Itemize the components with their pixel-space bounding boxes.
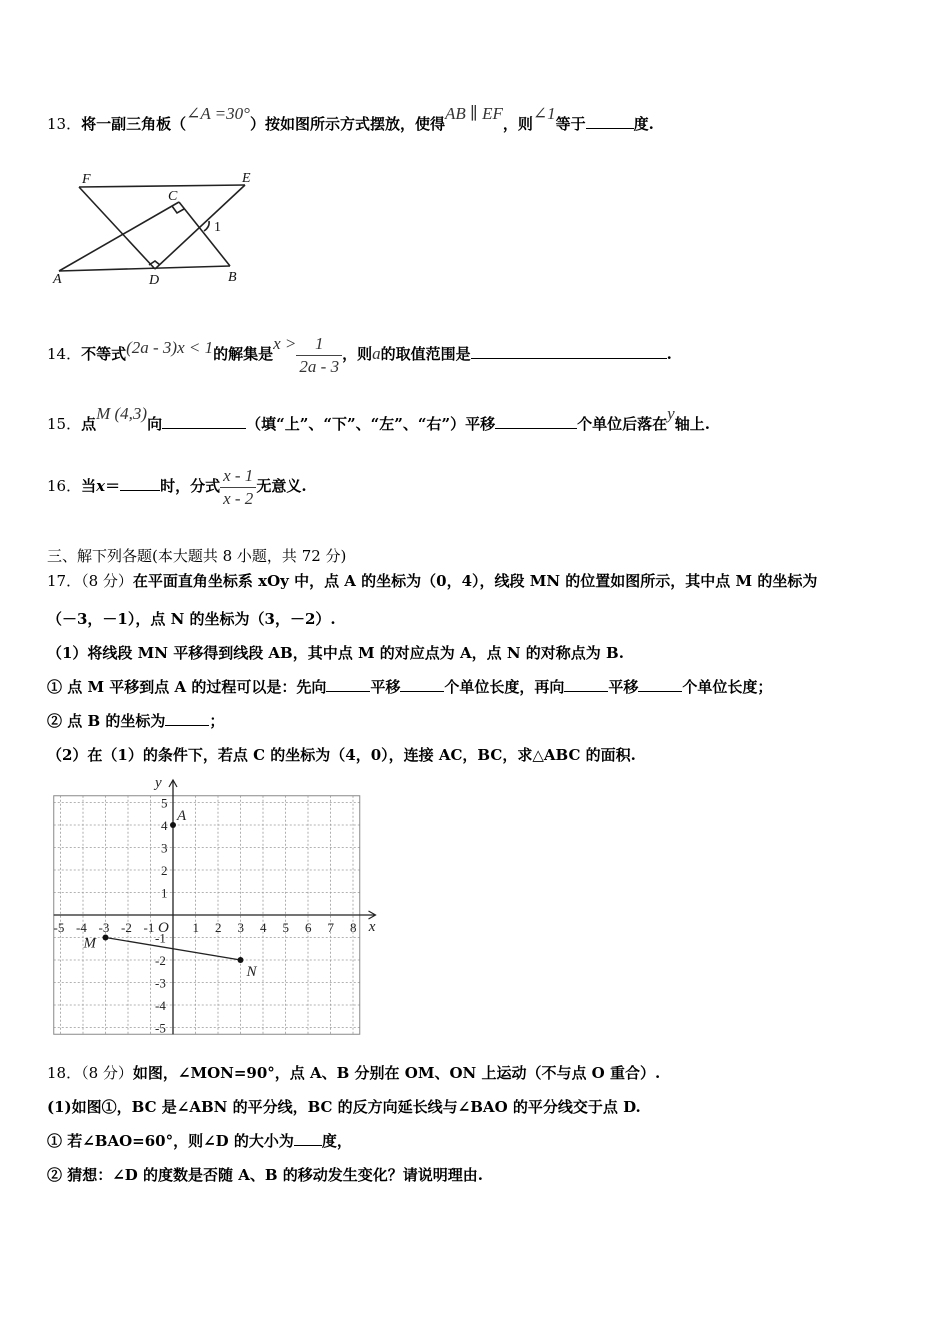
q15-number: 15． (47, 415, 82, 433)
q14-text-e: . (666, 345, 672, 363)
q14-var-a: a (372, 344, 381, 363)
q14-solution-fraction (296, 333, 342, 378)
q16-fraction (220, 465, 256, 510)
q14-text-a: 不等式 (81, 345, 127, 363)
q14-line (47, 332, 672, 378)
q13-label-1: 1 (214, 220, 221, 235)
q17-sub2-b: ； (209, 712, 225, 730)
q17-tick-labels (54, 778, 376, 1036)
q18-line1 (47, 1063, 660, 1083)
point-m-label: M (83, 935, 96, 952)
x-tick-label: -2 (121, 920, 132, 935)
y-tick-label: 3 (161, 840, 168, 856)
q13-line-ab (59, 266, 230, 271)
x-axis-label: x (368, 919, 376, 935)
q16-fraction-numerator: x - 1 (220, 465, 256, 488)
q17-sub1-d: 平移 (608, 678, 639, 696)
q16-text-a: 当 (81, 477, 97, 495)
q18-sub1-a: ① 若∠BAO=60°，则∠D 的大小为 (47, 1132, 294, 1150)
q13-label-b: B (228, 270, 237, 285)
point-n (238, 957, 244, 963)
q17-direction2-blank[interactable] (564, 677, 608, 692)
q15-var-y: y (667, 404, 675, 423)
q17-number: 17． (47, 572, 82, 590)
q17-sub2-a: ② 点 B 的坐标为 (47, 712, 166, 730)
point-a (170, 822, 176, 828)
y-axis-label: y (155, 778, 162, 791)
q16-fraction-denominator: x - 2 (223, 488, 254, 508)
x-tick-label: -1 (143, 920, 155, 935)
q16-text-d: 无意义. (256, 477, 307, 495)
q14-fraction-denominator: 2a - 3 (299, 356, 340, 376)
x-tick-label: 2 (215, 920, 222, 935)
q13-line-ac (59, 202, 179, 271)
q17-sub2 (47, 711, 224, 731)
q13-label-d: D (149, 273, 160, 288)
q13-text-d: 等于 (555, 115, 586, 133)
q18-sub1-b: 度， (321, 1132, 352, 1150)
q13-label-e: E (242, 171, 251, 186)
q17-units1-blank[interactable] (400, 677, 444, 692)
point-n-label: N (246, 964, 257, 980)
q16-line (47, 463, 307, 510)
point-m (103, 935, 109, 941)
q13-label-a: A (53, 272, 62, 287)
x-tick-label: 4 (260, 920, 267, 935)
q15-point-m: M (4,3) (96, 404, 148, 423)
q18-score: （8 分） (81, 1064, 133, 1082)
q13-parallel-expr: AB ∥ EF (444, 104, 503, 123)
y-tick-label: -4 (155, 998, 166, 1013)
q17-line2: （－3，－1），点 N 的坐标为（3，－2）. (47, 610, 336, 628)
q16-text-c: 时，分式 (160, 477, 221, 495)
origin-label: O (158, 920, 169, 936)
q14-solution-lhs: x > (273, 334, 297, 353)
x-tick-label: 6 (305, 920, 312, 935)
q17-point-b-blank[interactable] (165, 711, 209, 726)
q17-sub1-b: 平移 (370, 678, 401, 696)
y-tick-label: -1 (155, 930, 166, 946)
q18-sub1 (47, 1131, 352, 1151)
q16-answer-blank[interactable] (120, 476, 160, 491)
q13-figure (45, 165, 270, 290)
q18-number: 18． (47, 1064, 82, 1082)
q13-line-cb (179, 202, 230, 266)
q13-label-c: C (168, 189, 178, 204)
q13-text-c: ，则 (502, 115, 533, 133)
q15-text-e: 轴上. (674, 415, 710, 433)
q14-text-c: ，则 (342, 345, 373, 363)
q13-text-a: 将一副三角板（ (81, 115, 187, 133)
q17-part2: （2）在（1）的条件下，若点 C 的坐标为（4，0），连接 AC，BC，求△ABC 的面积. (47, 746, 636, 764)
q17-coordinate-graph (45, 778, 385, 1038)
y-tick-label: 5 (161, 795, 168, 811)
q13-line-fe (79, 185, 245, 187)
q13-label-f: F (82, 172, 91, 187)
q17-sub1-e: 个单位长度； (682, 678, 773, 696)
q15-text-a: 点 (81, 415, 97, 433)
q15-text-b: 向 (147, 415, 163, 433)
q18-line1-text: 如图，∠MON=90°，点 A、B 分别在 OM、ON 上运动（不与点 O 重合）. (132, 1064, 661, 1082)
q13-right-angle-d (149, 261, 160, 265)
q18-part1: (1)如图①，BC 是∠ABN 的平分线，BC 的反方向延长线与∠BAO 的平分线交于点 D. (47, 1098, 641, 1116)
q17-part1: （1）将线段 MN 平移得到线段 AB，其中点 M 的对应点为 A，点 N 的对称点为 B. (47, 644, 624, 662)
q18-sub2: ② 猜想：∠D 的度数是否随 A、B 的移动发生变化？请说明理由. (47, 1166, 484, 1184)
q16-var-x: x (96, 477, 106, 495)
y-tick-label: 4 (161, 818, 168, 833)
q13-line (47, 104, 654, 134)
q14-inequality: (2a - 3)x < 1 (126, 338, 214, 357)
q17-direction1-blank[interactable] (326, 677, 370, 692)
q17-sub1 (47, 677, 772, 697)
q15-direction-blank[interactable] (162, 414, 246, 429)
q14-text-d: 的取值范围是 (380, 345, 471, 363)
x-tick-label: -3 (98, 920, 110, 935)
q13-angle1: ∠1 (532, 104, 556, 123)
x-tick-label: -4 (76, 920, 87, 935)
x-tick-label: 8 (350, 920, 357, 935)
q14-text-b: 的解集是 (213, 345, 274, 363)
x-tick-label: -5 (53, 920, 65, 935)
q18-angle-d-blank[interactable] (294, 1131, 322, 1146)
q17-sub1-c: 个单位长度，再向 (444, 678, 565, 696)
q14-number: 14． (47, 345, 82, 363)
point-a-label: A (177, 808, 187, 824)
q17-sub1-a: ① 点 M 平移到点 A 的过程可以是：先向 (47, 678, 327, 696)
q17-line1-text: 在平面直角坐标系 xOy 中，点 A 的坐标为（0，4），线段 MN 的位置如图所示，其中点 M 的坐标为 (132, 572, 818, 590)
y-tick-label: -2 (155, 953, 166, 968)
q13-text-b: ）按如图所示方式摆放，使得 (249, 115, 445, 133)
q15-units-blank[interactable] (495, 414, 577, 429)
y-tick-label: -3 (155, 975, 166, 991)
q13-number: 13． (47, 115, 82, 133)
q17-score: （8 分） (81, 572, 133, 590)
q16-number: 16． (47, 477, 82, 495)
x-tick-label: 7 (327, 920, 334, 935)
x-tick-label: 5 (282, 920, 289, 935)
q17-units2-blank[interactable] (638, 677, 682, 692)
y-tick-label: 1 (161, 885, 168, 901)
q13-angle-expr: ∠A =30° (186, 104, 250, 123)
q14-fraction-numerator: 1 (296, 333, 342, 356)
q17-axes (54, 780, 376, 1034)
q15-line (47, 404, 710, 434)
q17-points (83, 808, 258, 980)
q17-line1 (47, 571, 817, 591)
x-tick-label: 3 (237, 920, 244, 935)
q15-text-c: （填“上”、“下”、“左”、“右”）平移 (246, 415, 496, 433)
q15-text-d: 个单位后落在 (577, 415, 668, 433)
q16-text-b: ＝ (105, 477, 121, 495)
y-tick-label: 2 (161, 863, 168, 878)
section3-title: 三、解下列各题(本大题共 8 小题，共 72 分) (47, 547, 347, 565)
x-tick-label: 1 (192, 920, 199, 935)
q13-line-fd (79, 187, 155, 269)
y-tick-label: -5 (155, 1020, 166, 1036)
q13-text-e: 度. (633, 115, 654, 133)
q13-answer-blank[interactable] (586, 114, 634, 129)
q14-answer-blank[interactable] (471, 344, 667, 359)
